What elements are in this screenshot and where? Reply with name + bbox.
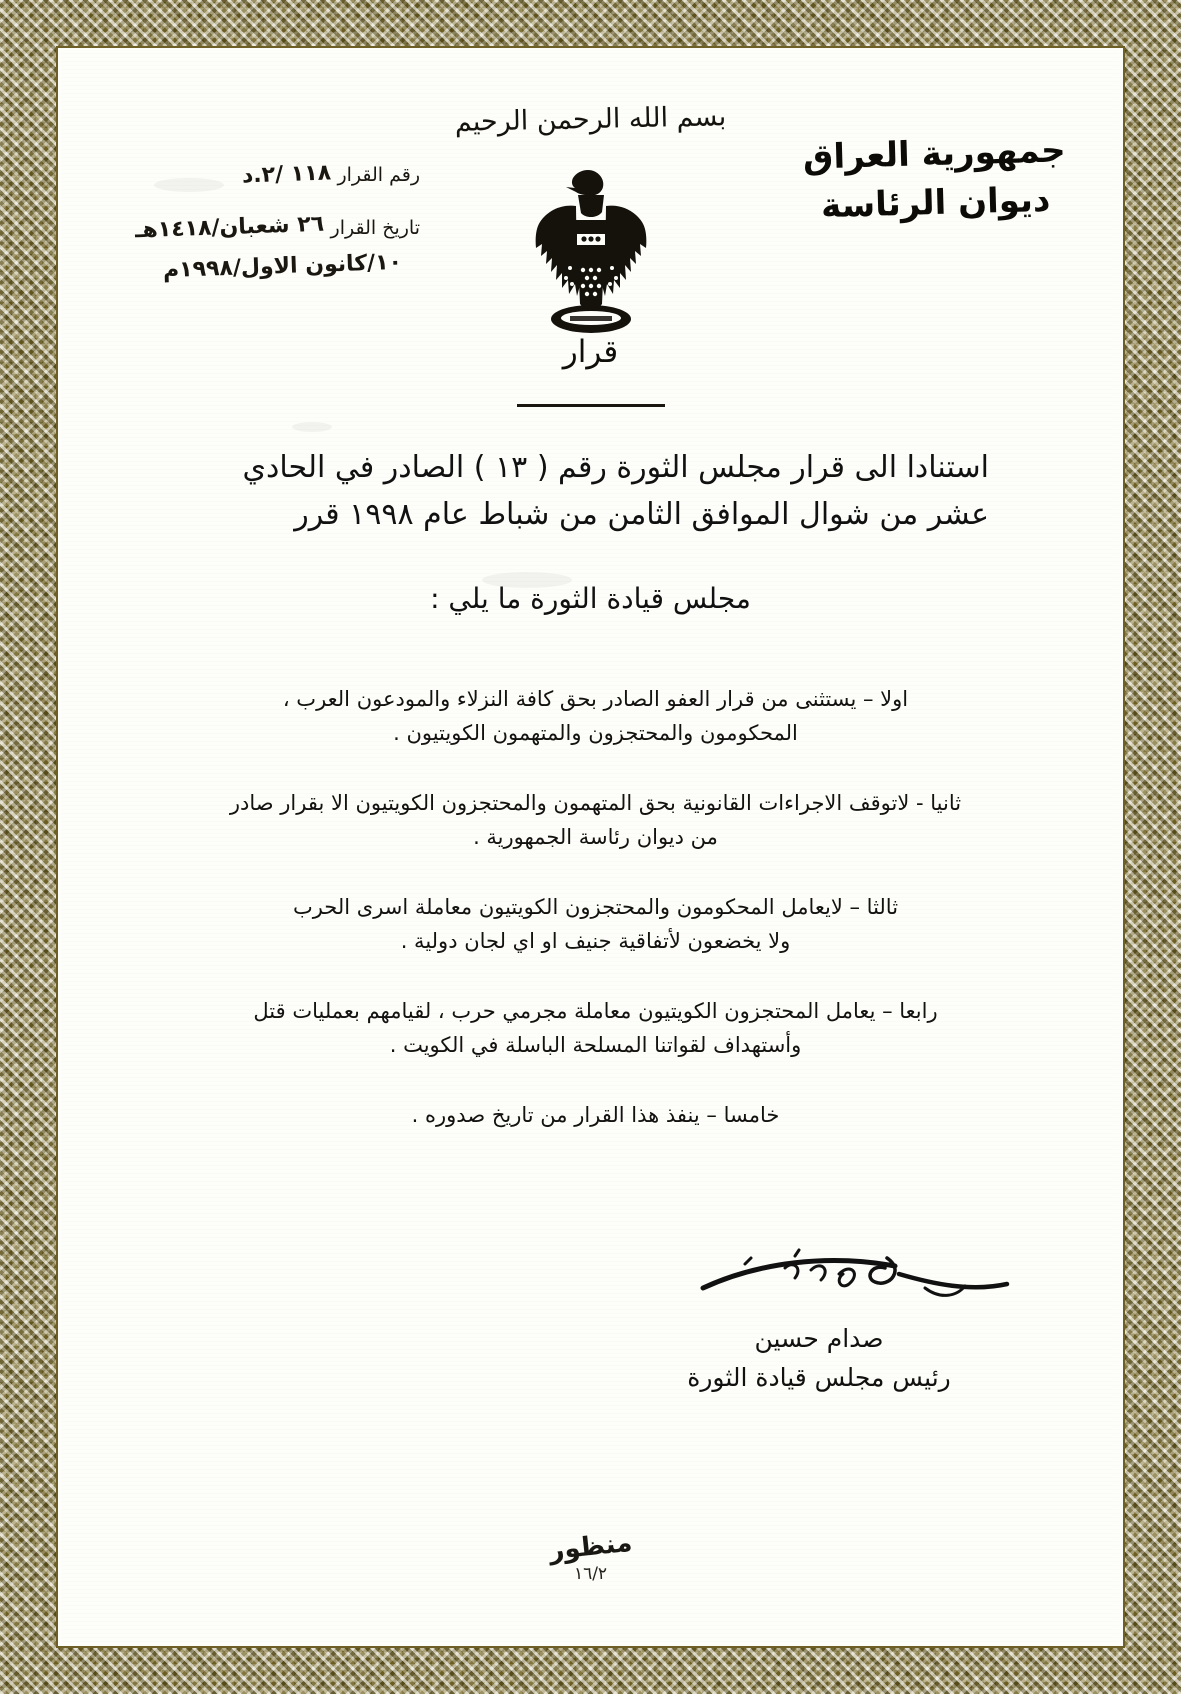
footer-stamp-number: ١٦/٢ <box>573 1564 608 1584</box>
handwritten-signature-icon <box>609 1244 1029 1322</box>
footer-stamp <box>62 1527 1119 1584</box>
signature-block <box>609 1244 1029 1392</box>
letterhead <box>784 126 1087 233</box>
clause-line: وأستهداف لقواتنا المسلحة الباسلة في الكويت . <box>389 1033 802 1058</box>
clause-line: اولا – يستثنى من قرار العفو الصادر بحق كافة النزلاء والمودعون العرب ، <box>282 687 909 711</box>
decision-meta <box>90 162 420 307</box>
clause-line: رابعا – يعامل المحتجزون الكويتيون معاملة مجرمي حرب ، لقيامهم بعمليات قتل <box>253 999 938 1024</box>
clause-list <box>182 682 1009 1168</box>
council-line: مجلس قيادة الثورة ما يلي : <box>430 582 751 615</box>
clause-fifth <box>182 1098 1009 1132</box>
clause-fourth <box>182 994 1009 1062</box>
letterhead-line-country: جمهورية العراق <box>802 130 1067 178</box>
clause-second <box>182 786 1009 854</box>
clause-line: خامسا – ينفذ هذا القرار من تاريخ صدوره . <box>411 1103 780 1128</box>
clause-line: ثالثا – لايعامل المحكومون والمحتجزون الكويتيون معاملة اسرى الحرب <box>292 895 899 920</box>
footer-scribble-icon: منظور <box>547 1527 634 1567</box>
clause-third <box>182 890 1009 958</box>
decision-date-gregorian-row <box>90 249 420 284</box>
clause-line: ثانيا - لاتوقف الاجراءات القانونية بحق المتهمون والمحتجزون الكويتيون الا بقرار صادر <box>229 791 962 816</box>
letterhead-line-office: ديوان الرئاسة <box>820 180 1051 227</box>
decision-date-label: تاريخ القرار <box>330 217 420 239</box>
decision-date-gregorian: ١٠/كانون الاول/١٩٩٨م <box>162 249 403 284</box>
decree-title: قرار <box>562 334 619 370</box>
decision-date-hijri: ٢٦ شعبان/١٤١٨هـ <box>134 211 325 244</box>
paper-surface <box>62 52 1119 1642</box>
decision-date-row <box>90 211 420 244</box>
eagle-of-saladin-icon <box>526 164 656 344</box>
basmala-text: بسم الله الرحمن الرحيم <box>454 101 727 138</box>
title-divider <box>517 404 665 407</box>
decision-number-label: رقم القرار <box>337 164 420 186</box>
signature-name: صدام حسين <box>754 1324 884 1353</box>
decision-number-value: ١١٨ /٢.د <box>241 160 332 189</box>
clause-line: من ديوان رئاسة الجمهورية . <box>473 825 718 850</box>
paper-smudge <box>292 422 332 432</box>
intro-paragraph: استنادا الى قرار مجلس الثورة رقم ( ١٣ ) الصادر في الحادي عشر من شوال الموافق الثامن من شباط عام ١٩٩٨ قرر <box>242 450 989 533</box>
signature-title: رئيس مجلس قيادة الثورة <box>687 1363 951 1392</box>
decision-number-row <box>90 162 420 187</box>
clause-line: ولا يخضعون لأتفاقية جنيف او اي لجان دولية . <box>400 929 791 954</box>
clause-line: المحكومون والمحتجزون والمتهمون الكويتيون . <box>393 721 798 746</box>
clause-first <box>182 682 1009 750</box>
